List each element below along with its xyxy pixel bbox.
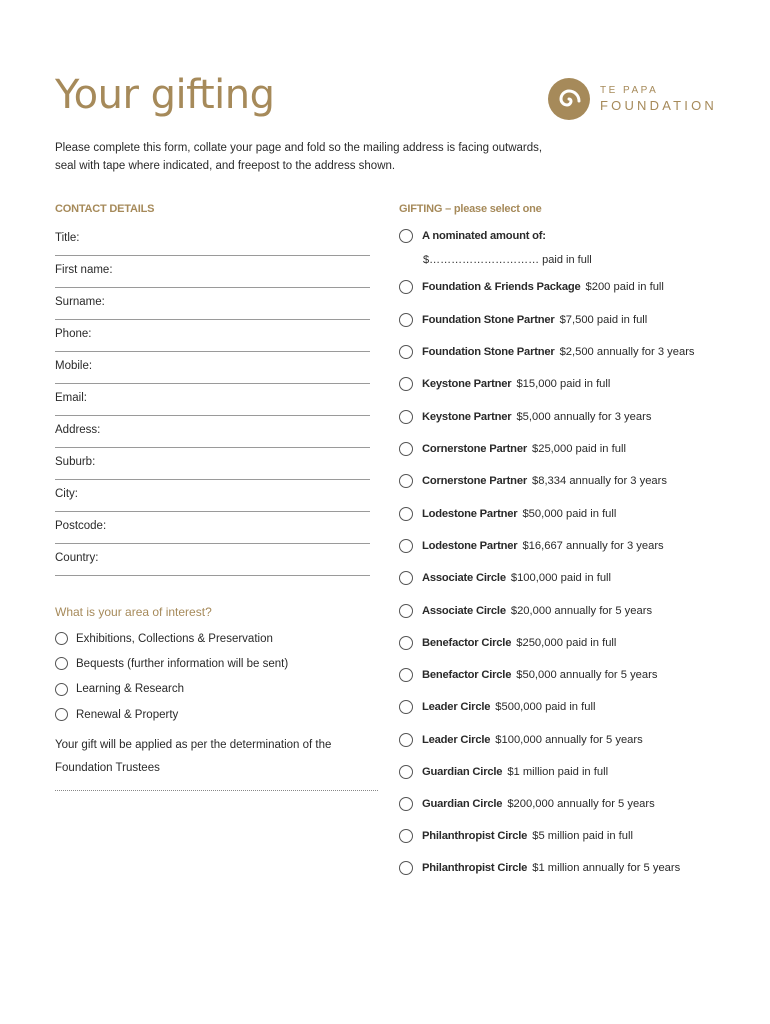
- interest-options: [55, 626, 288, 727]
- address-field[interactable]: [55, 416, 370, 448]
- radio-circle-icon[interactable]: [55, 708, 68, 721]
- radio-circle-icon[interactable]: [399, 797, 413, 811]
- gift-option[interactable]: [399, 345, 695, 359]
- gift-amount: $50,000 annually for 5 years: [516, 669, 658, 681]
- interest-heading: What is your area of interest?: [55, 605, 212, 619]
- gift-option[interactable]: [399, 280, 664, 294]
- signature-dotted-line: [55, 790, 378, 791]
- gift-amount: $16,667 annually for 3 years: [522, 540, 664, 552]
- radio-circle-icon[interactable]: [399, 474, 413, 488]
- gift-option[interactable]: [399, 668, 657, 682]
- logo-text-top: TE PAPA: [600, 85, 659, 96]
- phone-field[interactable]: [55, 320, 370, 352]
- field-label: Email:: [55, 392, 87, 404]
- field-label: First name:: [55, 264, 113, 276]
- radio-circle-icon[interactable]: [399, 861, 413, 875]
- gift-name: Foundation Stone Partner: [422, 346, 555, 358]
- radio-circle-icon[interactable]: [399, 571, 413, 585]
- radio-circle-icon[interactable]: [55, 632, 68, 645]
- gift-option[interactable]: [399, 733, 643, 747]
- surname-field[interactable]: [55, 288, 370, 320]
- intro-line-1: Please complete this form, collate your page and fold so the mailing address is facing outwards,: [55, 142, 543, 154]
- radio-circle-icon[interactable]: [399, 507, 413, 521]
- gift-option[interactable]: [399, 700, 595, 714]
- gift-name: Leader Circle: [422, 701, 491, 713]
- gift-name: Leader Circle: [422, 734, 491, 746]
- field-label: Address:: [55, 424, 101, 436]
- gift-option[interactable]: [399, 507, 616, 521]
- gift-name: Foundation & Friends Package: [422, 281, 581, 293]
- gift-option[interactable]: [399, 765, 608, 779]
- gift-name: A nominated amount of:: [422, 230, 546, 242]
- gift-name: Lodestone Partner: [422, 540, 518, 552]
- interest-option[interactable]: [55, 702, 288, 727]
- gift-option[interactable]: [399, 377, 610, 391]
- field-label: Country:: [55, 552, 99, 564]
- radio-circle-icon[interactable]: [399, 636, 413, 650]
- field-label: Phone:: [55, 328, 92, 340]
- interest-label: Exhibitions, Collections & Preservation: [76, 632, 273, 645]
- radio-circle-icon[interactable]: [399, 280, 413, 294]
- gift-amount: $25,000 paid in full: [532, 443, 626, 455]
- interest-option[interactable]: [55, 626, 288, 651]
- contact-details-form: [55, 224, 370, 576]
- logo-text-bottom: FOUNDATION: [600, 98, 717, 113]
- gift-option[interactable]: [399, 313, 647, 327]
- interest-label: Renewal & Property: [76, 708, 179, 721]
- mobile-field[interactable]: [55, 352, 370, 384]
- interest-option[interactable]: [55, 651, 288, 676]
- gift-option[interactable]: [399, 474, 667, 488]
- gift-name: Lodestone Partner: [422, 508, 518, 520]
- gift-option[interactable]: [399, 636, 616, 650]
- gift-option[interactable]: [399, 410, 651, 424]
- radio-circle-icon[interactable]: [399, 604, 413, 618]
- gift-amount: $200 paid in full: [585, 281, 664, 293]
- gift-name: Philanthropist Circle: [422, 830, 528, 842]
- gift-option[interactable]: [399, 442, 626, 456]
- note-line-1: Your gift will be applied as per the determination of the: [55, 739, 332, 751]
- gift-name: Foundation Stone Partner: [422, 314, 555, 326]
- interest-label: Learning & Research: [76, 683, 185, 696]
- suburb-field[interactable]: [55, 448, 370, 480]
- gift-name: Philanthropist Circle: [422, 862, 528, 874]
- gift-option[interactable]: [399, 571, 611, 585]
- radio-circle-icon[interactable]: [399, 765, 413, 779]
- gift-option[interactable]: [399, 797, 655, 811]
- field-label: Postcode:: [55, 520, 107, 532]
- gift-name: Benefactor Circle: [422, 669, 512, 681]
- field-label: City:: [55, 488, 78, 500]
- spiral-icon: [548, 78, 590, 120]
- gift-amount: $200,000 annually for 5 years: [507, 798, 655, 810]
- gift-name: Keystone Partner: [422, 411, 512, 423]
- gift-name: Benefactor Circle: [422, 637, 512, 649]
- gift-amount: $8,334 annually for 3 years: [532, 475, 667, 487]
- gift-amount: $20,000 annually for 5 years: [510, 605, 653, 617]
- gift-name: Cornerstone Partner: [422, 475, 527, 487]
- country-field[interactable]: [55, 544, 370, 576]
- radio-circle-icon[interactable]: [399, 410, 413, 424]
- contact-details-heading: CONTACT DETAILS: [55, 203, 155, 215]
- radio-circle-icon[interactable]: [399, 700, 413, 714]
- first-name-field[interactable]: [55, 256, 370, 288]
- gift-amount: $5 million paid in full: [532, 830, 633, 842]
- gift-option[interactable]: [399, 604, 652, 618]
- gift-amount: $50,000 paid in full: [522, 508, 617, 520]
- intro-line-2: seal with tape where indicated, and freepost to the address shown.: [55, 160, 396, 172]
- trustees-note: [55, 734, 375, 779]
- radio-circle-icon[interactable]: [399, 229, 413, 243]
- gift-amount: $7,500 paid in full: [559, 314, 648, 326]
- gift-name: Associate Circle: [422, 605, 506, 617]
- gift-name: Guardian Circle: [422, 798, 503, 810]
- gifting-heading: GIFTING – please select one: [399, 203, 542, 215]
- interest-option[interactable]: [55, 677, 288, 702]
- gift-name: Guardian Circle: [422, 766, 503, 778]
- gift-amount: $500,000 paid in full: [495, 701, 596, 713]
- radio-circle-icon[interactable]: [399, 539, 413, 553]
- postcode-field[interactable]: [55, 512, 370, 544]
- gift-option[interactable]: [399, 829, 633, 843]
- radio-circle-icon[interactable]: [399, 829, 413, 843]
- gift-name: Keystone Partner: [422, 378, 512, 390]
- gift-name: Associate Circle: [422, 572, 506, 584]
- gift-amount: $15,000 paid in full: [516, 378, 611, 390]
- email-field[interactable]: [55, 384, 370, 416]
- radio-circle-icon[interactable]: [55, 657, 68, 670]
- field-label: Title:: [55, 232, 80, 244]
- gift-amount: $1 million paid in full: [507, 766, 609, 778]
- gift-amount: $250,000 paid in full: [516, 637, 617, 649]
- nominated-amount-line[interactable]: $………………………… paid in full: [423, 254, 592, 266]
- title-field[interactable]: [55, 224, 370, 256]
- gift-name: Cornerstone Partner: [422, 443, 527, 455]
- interest-label: Bequests (further information will be sent): [76, 657, 289, 670]
- radio-circle-icon[interactable]: [399, 668, 413, 682]
- intro-text: [55, 139, 615, 175]
- radio-circle-icon[interactable]: [399, 345, 413, 359]
- radio-circle-icon[interactable]: [399, 733, 413, 747]
- field-label: Suburb:: [55, 456, 96, 468]
- radio-circle-icon[interactable]: [399, 313, 413, 327]
- gift-option[interactable]: [399, 861, 680, 875]
- note-line-2: Foundation Trustees: [55, 761, 160, 774]
- page-title: Your gifting: [55, 72, 275, 118]
- field-label: Surname:: [55, 296, 105, 308]
- radio-circle-icon[interactable]: [399, 377, 413, 391]
- gift-amount: $100,000 annually for 5 years: [495, 734, 643, 746]
- gift-amount: $1 million annually for 5 years: [532, 862, 681, 874]
- gift-option[interactable]: [399, 539, 664, 553]
- gift-amount: $2,500 annually for 3 years: [559, 346, 695, 358]
- te-papa-foundation-logo: [548, 78, 717, 120]
- radio-circle-icon[interactable]: [399, 442, 413, 456]
- city-field[interactable]: [55, 480, 370, 512]
- gift-amount: $5,000 annually for 3 years: [516, 411, 652, 423]
- gift-option-nominated[interactable]: [399, 229, 546, 243]
- field-label: Mobile:: [55, 360, 93, 372]
- radio-circle-icon[interactable]: [55, 683, 68, 696]
- gift-amount: $100,000 paid in full: [510, 572, 612, 584]
